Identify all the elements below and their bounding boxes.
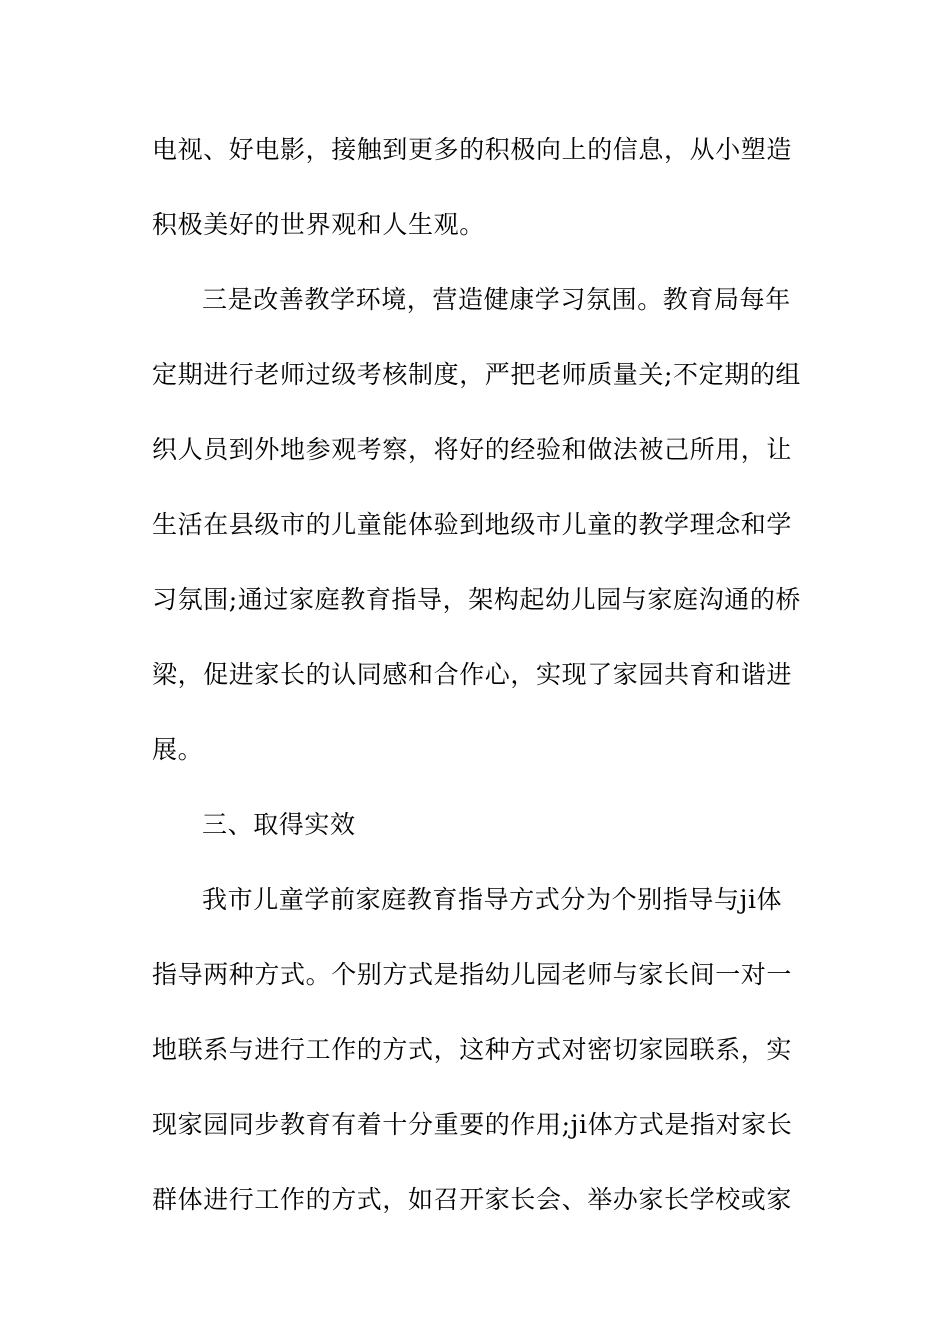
text-line: 梁，促进家长的认同感和合作心，实现了家园共育和谐进	[152, 660, 793, 689]
text-line: 积极美好的世界观和人生观。	[152, 210, 485, 239]
text-line: 定期进行老师过级考核制度，严把老师质量关;不定期的组	[152, 360, 802, 389]
text-line: 展。	[152, 735, 204, 764]
text-line: 指导两种方式。个别方式是指幼儿园老师与家长间一对一	[152, 960, 793, 989]
text-line: 现家园同步教育有着十分重要的作用;ji体方式是指对家长	[152, 1110, 793, 1139]
text-line: 生活在县级市的儿童能体验到地级市儿童的教学理念和学	[152, 510, 793, 539]
paragraph-start-line: 我市儿童学前家庭教育指导方式分为个别指导与ji体	[202, 885, 783, 914]
text-line: 织人员到外地参观考察，将好的经验和做法被己所用，让	[152, 435, 793, 464]
text-line: 群体进行工作的方式，如召开家长会、举办家长学校或家	[152, 1185, 793, 1214]
paragraph-start-line: 三是改善教学环境，营造健康学习氛围。教育局每年	[202, 285, 791, 314]
section-heading: 三、取得实效	[202, 810, 356, 839]
text-line: 地联系与进行工作的方式，这种方式对密切家园联系，实	[152, 1035, 793, 1064]
text-line: 习氛围;通过家庭教育指导，架构起幼儿园与家庭沟通的桥	[152, 585, 802, 614]
text-line: 电视、好电影，接触到更多的积极向上的信息，从小塑造	[152, 135, 793, 164]
